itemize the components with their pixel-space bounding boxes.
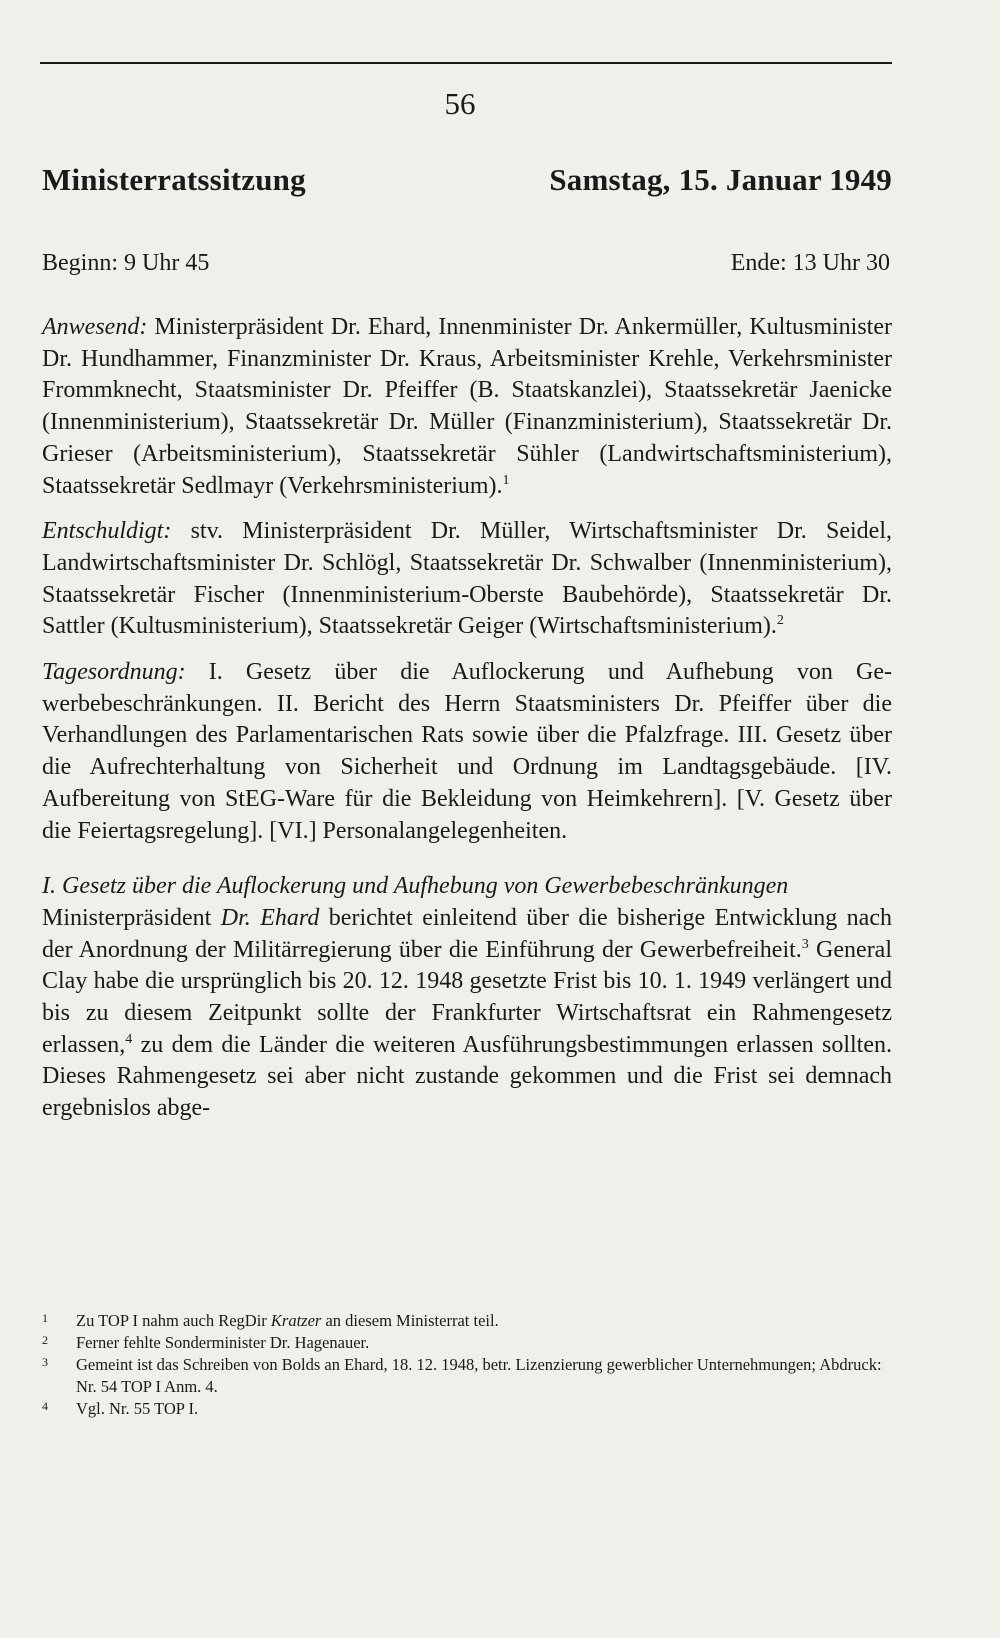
attendees-label: Anwesend:	[42, 314, 148, 340]
footnote-text-part: Zu TOP I nahm auch RegDir	[76, 1311, 271, 1330]
footnote-text-part: an diesem Ministerrat teil.	[321, 1311, 499, 1330]
footnote-ref[interactable]: 2	[776, 613, 784, 629]
agenda-label: Tagesordnung:	[42, 659, 186, 686]
footnote	[42, 1398, 892, 1420]
footnote-ref[interactable]: 3	[801, 936, 809, 952]
excused-text: stv. Ministerpräsident Dr. Müller, Wirtschaftsminister Dr. Seidel, Landwirtschaftsminister Dr. Schlögl, Staatssekretär Dr. Schwalber (Innenministerium), Staatssekretär Fischer (Innenministerium-Oberste Baubehörde), Staatssekretär Dr. Sattler (Kultusministerium), Staatssekretär Geiger (Wirtschaftsministerium).	[42, 518, 892, 640]
section-text: Ministerpräsident	[42, 904, 221, 931]
section-text: General Clay habe die ursprünglich bis 20. 12. 1948 gesetzte Frist bis 10. 1. 1949 verlängert und bis zu diesem Zeitpunkt sollte der Frankfurter Wirtschaftsrat ein Rahmengesetz erlassen,	[42, 936, 893, 1058]
document-body	[42, 312, 892, 1125]
header-rule	[40, 62, 892, 64]
footnote-number: 3	[42, 1355, 48, 1369]
attendees-paragraph	[42, 312, 892, 502]
excused-label: Entschuldigt:	[42, 518, 172, 545]
page-number: 56	[444, 86, 476, 121]
title-row	[42, 162, 892, 198]
footnote	[42, 1332, 892, 1354]
end-time: Ende: 13 Uhr 30	[730, 250, 890, 276]
footnote-number: 2	[42, 1333, 48, 1347]
footnote-text	[76, 1310, 892, 1332]
footnote-number: 4	[42, 1399, 48, 1413]
document-date: Samstag, 15. Januar 1949	[549, 162, 892, 197]
agenda-text: I. Gesetz über die Auflockerung und Aufhebung von Gewerbebeschränkungen. II. Bericht des Herrn Staatsministers Dr. Pfeiffer über die Verhandlungen des Parlamentarischen Rats sowie über die Pfalzfrage. III. Gesetz über die Aufrechterhaltung von Sicherheit und Ordnung im Landtagsgebäude. [IV. Aufbereitung von StEG-Ware für die Bekleidung von Heimkehrern]. [V. Gesetz über die Feiertagsregelung]. [VI.] Personalangelegenheiten.	[42, 659, 892, 844]
section-paragraph	[42, 903, 892, 1125]
section-heading: I. Gesetz über die Auflockerung und Aufhebung von Gewerbebeschränkungen	[42, 873, 789, 900]
footnote-number: 1	[42, 1311, 48, 1325]
footnote-ref[interactable]: 1	[502, 472, 510, 488]
document-title: Ministerratssitzung	[42, 162, 306, 197]
excused-paragraph	[42, 516, 892, 643]
footnotes	[42, 1310, 892, 1420]
attendees-text: Ministerpräsident Dr. Ehard, Innenminister Dr. Ankermüller, Kultusminister Dr. Hundhammer, Finanzminister Dr. Kraus, Arbeitsminister Krehle, Verkehrsminister Frommknecht, Staatsminister Dr. Pfeiffer (B. Staatskanzlei), Staatssekretär Jaenicke (Innenministerium), Staatssekretär Dr. Müller (Finanzministerium), Staatssekretär Dr. Grieser (Arbeitsministerium), Staatssekretär Sühler (Landwirtschaftsministerium), Staatssekretär Sedlmayr (Verkehrsministerium).	[42, 314, 892, 499]
footnote	[42, 1310, 892, 1332]
time-row	[42, 250, 890, 277]
footnote-text: Ferner fehlte Sonderminister Dr. Hagenauer.	[76, 1333, 370, 1352]
section-text: zu dem die Länder die weiteren Ausführungsbestimmungen erlassen sollten. Dieses Rahmengesetz sei aber nicht zustande gekommen und die Frist sei demnach ergebnislos abge-	[42, 1031, 892, 1122]
begin-time: Beginn: 9 Uhr 45	[42, 250, 210, 276]
footnote-text: Gemeint ist das Schreiben von Bolds an Ehard, 18. 12. 1948, betr. Lizenzierung gewerblicher Unternehmungen; Abdruck: Nr. 54 TOP I Anm. 4.	[76, 1355, 882, 1396]
footnote-ref[interactable]: 4	[125, 1031, 133, 1047]
footnote	[42, 1354, 892, 1398]
footnote-person: Kratzer	[270, 1311, 322, 1330]
footnote-text: Vgl. Nr. 55 TOP I.	[76, 1399, 199, 1418]
person-name: Dr. Ehard	[220, 904, 320, 931]
agenda-paragraph	[42, 657, 892, 847]
section-text: berichtet einleitend über die bisherige Entwicklung nach der Anordnung der Militärregierung über die Einführung der Gewerbefreiheit.	[42, 904, 892, 963]
